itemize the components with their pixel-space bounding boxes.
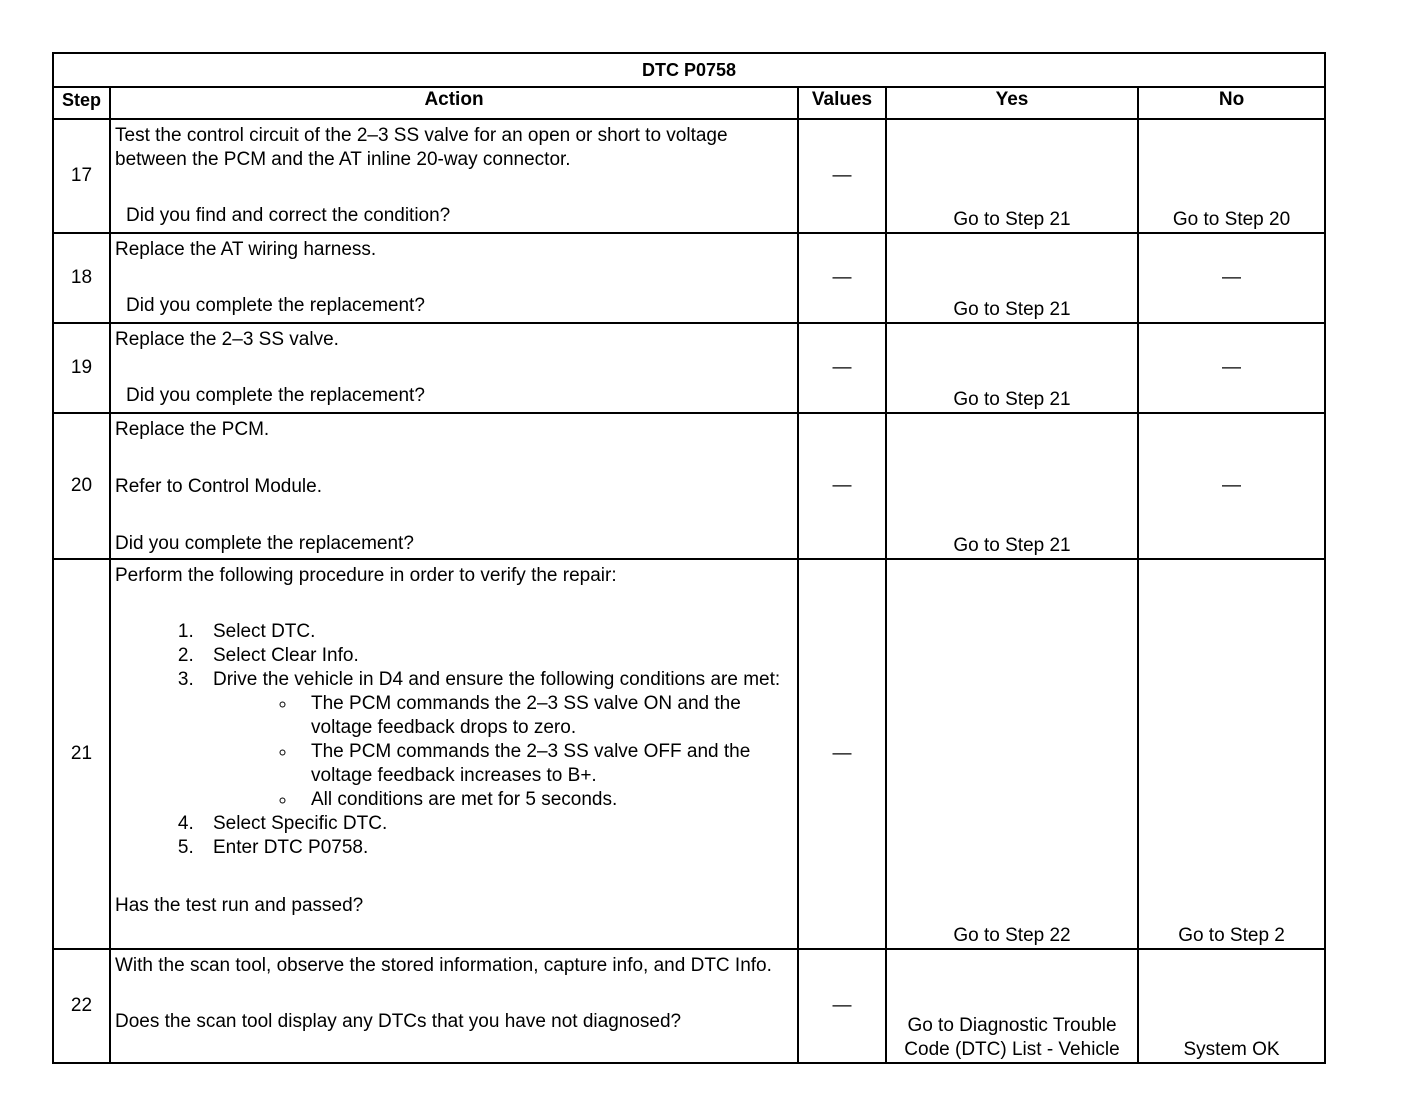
step-number: 19 <box>53 323 110 413</box>
table-row <box>53 233 1325 323</box>
table-row <box>53 559 1325 949</box>
procedure-step: 1. Select DTC. <box>199 620 793 644</box>
header-no: No <box>1138 87 1325 119</box>
table-row <box>53 949 1325 1063</box>
step-number: 21 <box>53 559 110 949</box>
action-cell <box>110 233 798 323</box>
procedure-step: 4. Select Specific DTC. <box>199 812 793 836</box>
no-cell: Go to Step 20 <box>1138 119 1325 233</box>
table-title: DTC P0758 <box>53 53 1325 87</box>
step-number: 18 <box>53 233 110 323</box>
action-question: Has the test run and passed? <box>115 895 364 916</box>
yes-cell: Go to Step 21 <box>886 233 1138 323</box>
values-cell: — <box>798 559 886 949</box>
step-number: 17 <box>53 119 110 233</box>
action-reference: Refer to Control Module. <box>115 476 322 497</box>
action-cell <box>110 323 798 413</box>
action-question: Did you complete the replacement? <box>115 533 414 554</box>
yes-cell: Go to Step 22 <box>886 559 1138 949</box>
values-cell: — <box>798 119 886 233</box>
yes-cell: Go to Step 21 <box>886 119 1138 233</box>
conditions-list <box>213 692 793 812</box>
no-cell: — <box>1138 233 1325 323</box>
no-cell: System OK <box>1138 949 1325 1063</box>
action-cell <box>110 949 798 1063</box>
header-values: Values <box>798 87 886 119</box>
values-cell: — <box>798 233 886 323</box>
condition-item: ◦ The PCM commands the 2–3 SS valve ON and the voltage feedback drops to zero. <box>297 692 793 740</box>
action-question: Did you complete the replacement? <box>126 385 425 406</box>
condition-item: ◦ The PCM commands the 2–3 SS valve OFF and the voltage feedback increases to B+. <box>297 740 793 788</box>
values-cell: — <box>798 413 886 559</box>
table-row <box>53 119 1325 233</box>
action-cell <box>110 559 798 949</box>
procedure-step <box>199 668 793 812</box>
action-text: Perform the following procedure in order to verify the repair: <box>115 565 617 586</box>
header-action: Action <box>110 87 798 119</box>
procedure-list <box>115 620 793 860</box>
action-text: Test the control circuit of the 2–3 SS valve for an open or short to voltage between the PCM and the AT inline 20-way connector. <box>115 125 728 170</box>
action-question: Does the scan tool display any DTCs that you have not diagnosed? <box>115 1011 682 1032</box>
procedure-step-text: Drive the vehicle in D4 and ensure the following conditions are met: <box>213 669 781 690</box>
condition-item: ◦ All conditions are met for 5 seconds. <box>297 788 793 812</box>
action-text: Replace the 2–3 SS valve. <box>115 329 339 350</box>
action-cell <box>110 413 798 559</box>
yes-cell: Go to Step 21 <box>886 323 1138 413</box>
values-cell: — <box>798 949 886 1063</box>
yes-cell: Go to Diagnostic Trouble Code (DTC) List - Vehicle <box>886 949 1138 1063</box>
values-cell: — <box>798 323 886 413</box>
dtc-table <box>52 52 1326 1064</box>
header-yes: Yes <box>886 87 1138 119</box>
table-row <box>53 323 1325 413</box>
no-cell: Go to Step 2 <box>1138 559 1325 949</box>
procedure-step: 2. Select Clear Info. <box>199 644 793 668</box>
action-question: Did you complete the replacement? <box>126 295 425 316</box>
action-text: With the scan tool, observe the stored information, capture info, and DTC Info. <box>115 955 772 976</box>
no-cell: — <box>1138 323 1325 413</box>
action-text: Replace the AT wiring harness. <box>115 239 377 260</box>
header-step: Step <box>53 87 110 119</box>
action-text: Replace the PCM. <box>115 419 270 440</box>
action-cell <box>110 119 798 233</box>
procedure-step: 5. Enter DTC P0758. <box>199 836 793 860</box>
step-number: 22 <box>53 949 110 1063</box>
no-cell: — <box>1138 413 1325 559</box>
yes-cell: Go to Step 21 <box>886 413 1138 559</box>
step-number: 20 <box>53 413 110 559</box>
table-row <box>53 413 1325 559</box>
action-question: Did you find and correct the condition? <box>126 205 451 226</box>
